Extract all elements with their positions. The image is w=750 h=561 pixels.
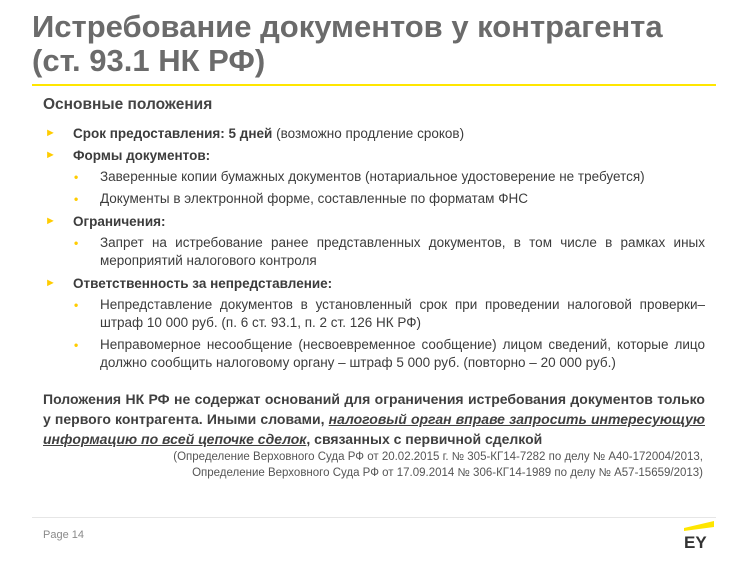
deadline-label: Срок предоставления: 5 дней bbox=[73, 126, 273, 141]
bullet-forms bbox=[43, 146, 705, 165]
reference-line-1: (Определение Верховного Суда РФ от 20.02.2015 г. № 305-КГ14-7282 по делу № А40-172004/2013, bbox=[173, 451, 703, 463]
reference-line-2: Определение Верховного Суда РФ от 17.09.2014 № 306-КГ14-1989 по делу № А57-15659/2013) bbox=[192, 467, 703, 479]
section-heading: Основные положения bbox=[43, 96, 213, 113]
summary-part-1: Положения НК РФ не содержат оснований для ограничения истребования документов только у первого контрагента. Иными словами, bbox=[43, 391, 705, 427]
sub-bullet-limits-1 bbox=[43, 234, 705, 270]
page-title bbox=[32, 10, 732, 78]
logo-text: EY bbox=[684, 533, 707, 550]
summary-paragraph bbox=[43, 389, 705, 449]
bullet-list bbox=[43, 124, 705, 376]
triangle-bullet-icon: ► bbox=[45, 149, 56, 161]
triangle-bullet-icon: ► bbox=[45, 215, 56, 227]
court-references bbox=[43, 449, 703, 481]
dot-bullet-icon: • bbox=[74, 338, 79, 352]
sub-bullet-forms-1 bbox=[43, 168, 705, 186]
sub-bullet-liability-1 bbox=[43, 296, 705, 332]
triangle-bullet-icon: ► bbox=[45, 277, 56, 289]
forms-2-text: Документы в электронной форме, составленные по форматам ФНС bbox=[100, 191, 528, 206]
summary-part-2: , связанных с первичной сделкой bbox=[306, 431, 543, 447]
dot-bullet-icon: • bbox=[74, 298, 79, 312]
title-underline bbox=[32, 84, 716, 86]
summary-underlined: налоговый орган вправе запросить интересующую информацию по всей цепочке сделок bbox=[43, 411, 705, 447]
bullet-limits bbox=[43, 212, 705, 231]
sub-bullet-liability-2 bbox=[43, 336, 705, 372]
deadline-note: (возможно продление сроков) bbox=[272, 126, 465, 141]
limits-label: Ограничения: bbox=[73, 214, 166, 229]
title-line-2: (ст. 93.1 НК РФ) bbox=[32, 43, 266, 78]
liability-2-text: Неправомерное несообщение (несвоевременное сообщение) лицом сведений, которые лицо должно сообщить налоговому органу – штраф 5 000 руб. (повторно – 20 000 руб.) bbox=[100, 337, 705, 370]
limits-1-text: Запрет на истребование ранее представленных документов, в том числе в рамках иных мероприятий налогового контроля bbox=[100, 235, 705, 268]
dot-bullet-icon: • bbox=[74, 192, 79, 206]
logo-beam bbox=[684, 521, 714, 531]
triangle-bullet-icon: ► bbox=[45, 127, 56, 139]
ey-logo bbox=[682, 520, 716, 550]
liability-label: Ответственность за непредставление: bbox=[73, 276, 333, 291]
dot-bullet-icon: • bbox=[74, 170, 79, 184]
forms-1-text: Заверенные копии бумажных документов (нотариальное удостоверение не требуется) bbox=[100, 169, 645, 184]
bullet-liability bbox=[43, 274, 705, 293]
dot-bullet-icon: • bbox=[74, 236, 79, 250]
liability-1-text: Непредставление документов в установленный срок при проведении налоговой проверки– штраф 10 000 руб. (п. 6 ст. 93.1, п. 2 ст. 126 НК РФ) bbox=[100, 297, 705, 330]
sub-bullet-forms-2 bbox=[43, 190, 705, 208]
bullet-deadline bbox=[43, 124, 705, 143]
footer-divider bbox=[32, 517, 716, 518]
page-number: Page 14 bbox=[43, 529, 84, 541]
title-line-1: Истребование документов у контрагента bbox=[32, 9, 663, 44]
forms-label: Формы документов: bbox=[73, 148, 211, 163]
